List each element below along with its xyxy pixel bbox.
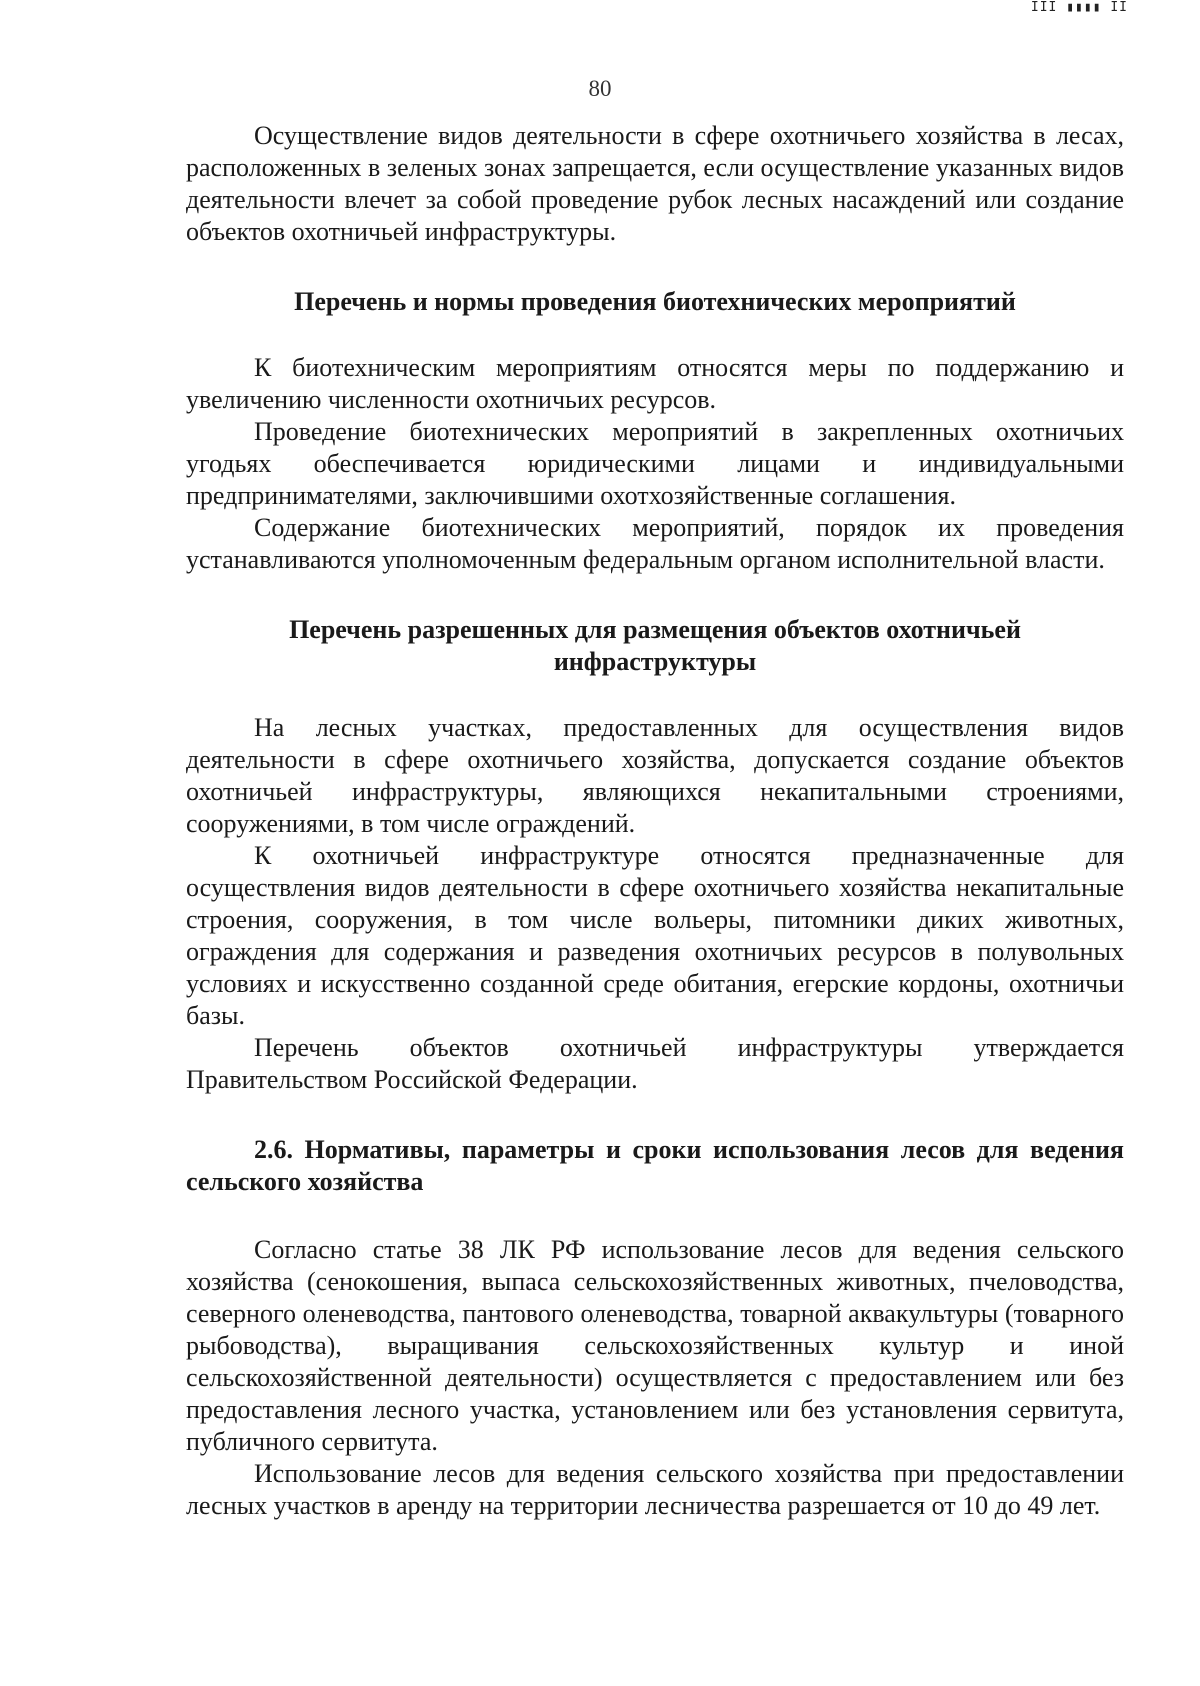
heading-section-2-6: 2.6. Нормативы, параметры и сроки использования лесов для ведения сельского хозяйства — [186, 1135, 1124, 1196]
heading-biotechnical-measures: Перечень и нормы проведения биотехнических мероприятий — [294, 287, 1016, 316]
scan-mark: III ▮▮▮▮ II — [1030, 0, 1128, 15]
paragraph-agriculture-lease-term: Использование лесов для ведения сельского хозяйства при предоставлении лесных участков в аренду на территории лесничества разрешается от 10 до 49 лет. — [186, 1459, 1124, 1520]
paragraph-infrastructure-approval: Перечень объектов охотничьей инфраструктуры утверждается Правительством Российской Федерации. — [186, 1033, 1124, 1094]
heading-hunting-infrastructure-line2: инфраструктуры — [553, 647, 757, 676]
paragraph-biotechnical-definition: К биотехническим мероприятиям относятся меры по поддержанию и увеличению численности охотничьих ресурсов. — [186, 353, 1124, 414]
document-body — [186, 120, 1124, 1522]
page-number: 80 — [588, 76, 612, 101]
heading-hunting-infrastructure — [186, 614, 1124, 678]
heading-hunting-infrastructure-line1: Перечень разрешенных для размещения объектов охотничьей — [289, 615, 1021, 644]
paragraph-infrastructure-definition: К охотничьей инфраструктуре относятся предназначенные для осуществления видов деятельности в сфере охотничьего хозяйства некапитальные строения, сооружения, в том числе вольеры, питомники диких животных, ограждения для содержания и разведения охотничьих ресурсов в полувольных условиях и искусственно созданной среде обитания, егерские кордоны, охотничьи базы. — [186, 841, 1124, 1030]
paragraph-biotechnical-responsibility: Проведение биотехнических мероприятий в закрепленных охотничьих угодьях обеспечивается юридическими лицами и индивидуальными предпринимателями, заключившими охотхозяйственные соглашения. — [186, 417, 1124, 510]
paragraph-infrastructure-allowed: На лесных участках, предоставленных для осуществления видов деятельности в сфере охотничьего хозяйства, допускается создание объектов охотничьей инфраструктуры, являющихся некапитальными строениями, сооружениями, в том числе ограждений. — [186, 713, 1124, 838]
paragraph-biotechnical-content: Содержание биотехнических мероприятий, порядок их проведения устанавливаются уполномоченным федеральным органом исполнительной власти. — [186, 513, 1124, 574]
paragraph-green-zones: Осуществление видов деятельности в сфере охотничьего хозяйства в лесах, расположенных в зеленых зонах запрещается, если осуществление указанных видов деятельности влечет за собой проведение рубок лесных насаждений или создание объектов охотничьей инфраструктуры. — [186, 121, 1124, 246]
paragraph-agriculture-article-38: Согласно статье 38 ЛК РФ использование лесов для ведения сельского хозяйства (сенокошения, выпаса сельскохозяйственных животных, пчеловодства, северного оленеводства, пантового оленеводства, товарной аквакультуры (товарного рыбоводства), выращивания сельскохозяйственных культур и иной сельскохозяйственной деятельности) осуществляется с предоставлением или без предоставления лесного участка, установлением или без установления сервитута, публичного сервитута. — [186, 1235, 1124, 1456]
